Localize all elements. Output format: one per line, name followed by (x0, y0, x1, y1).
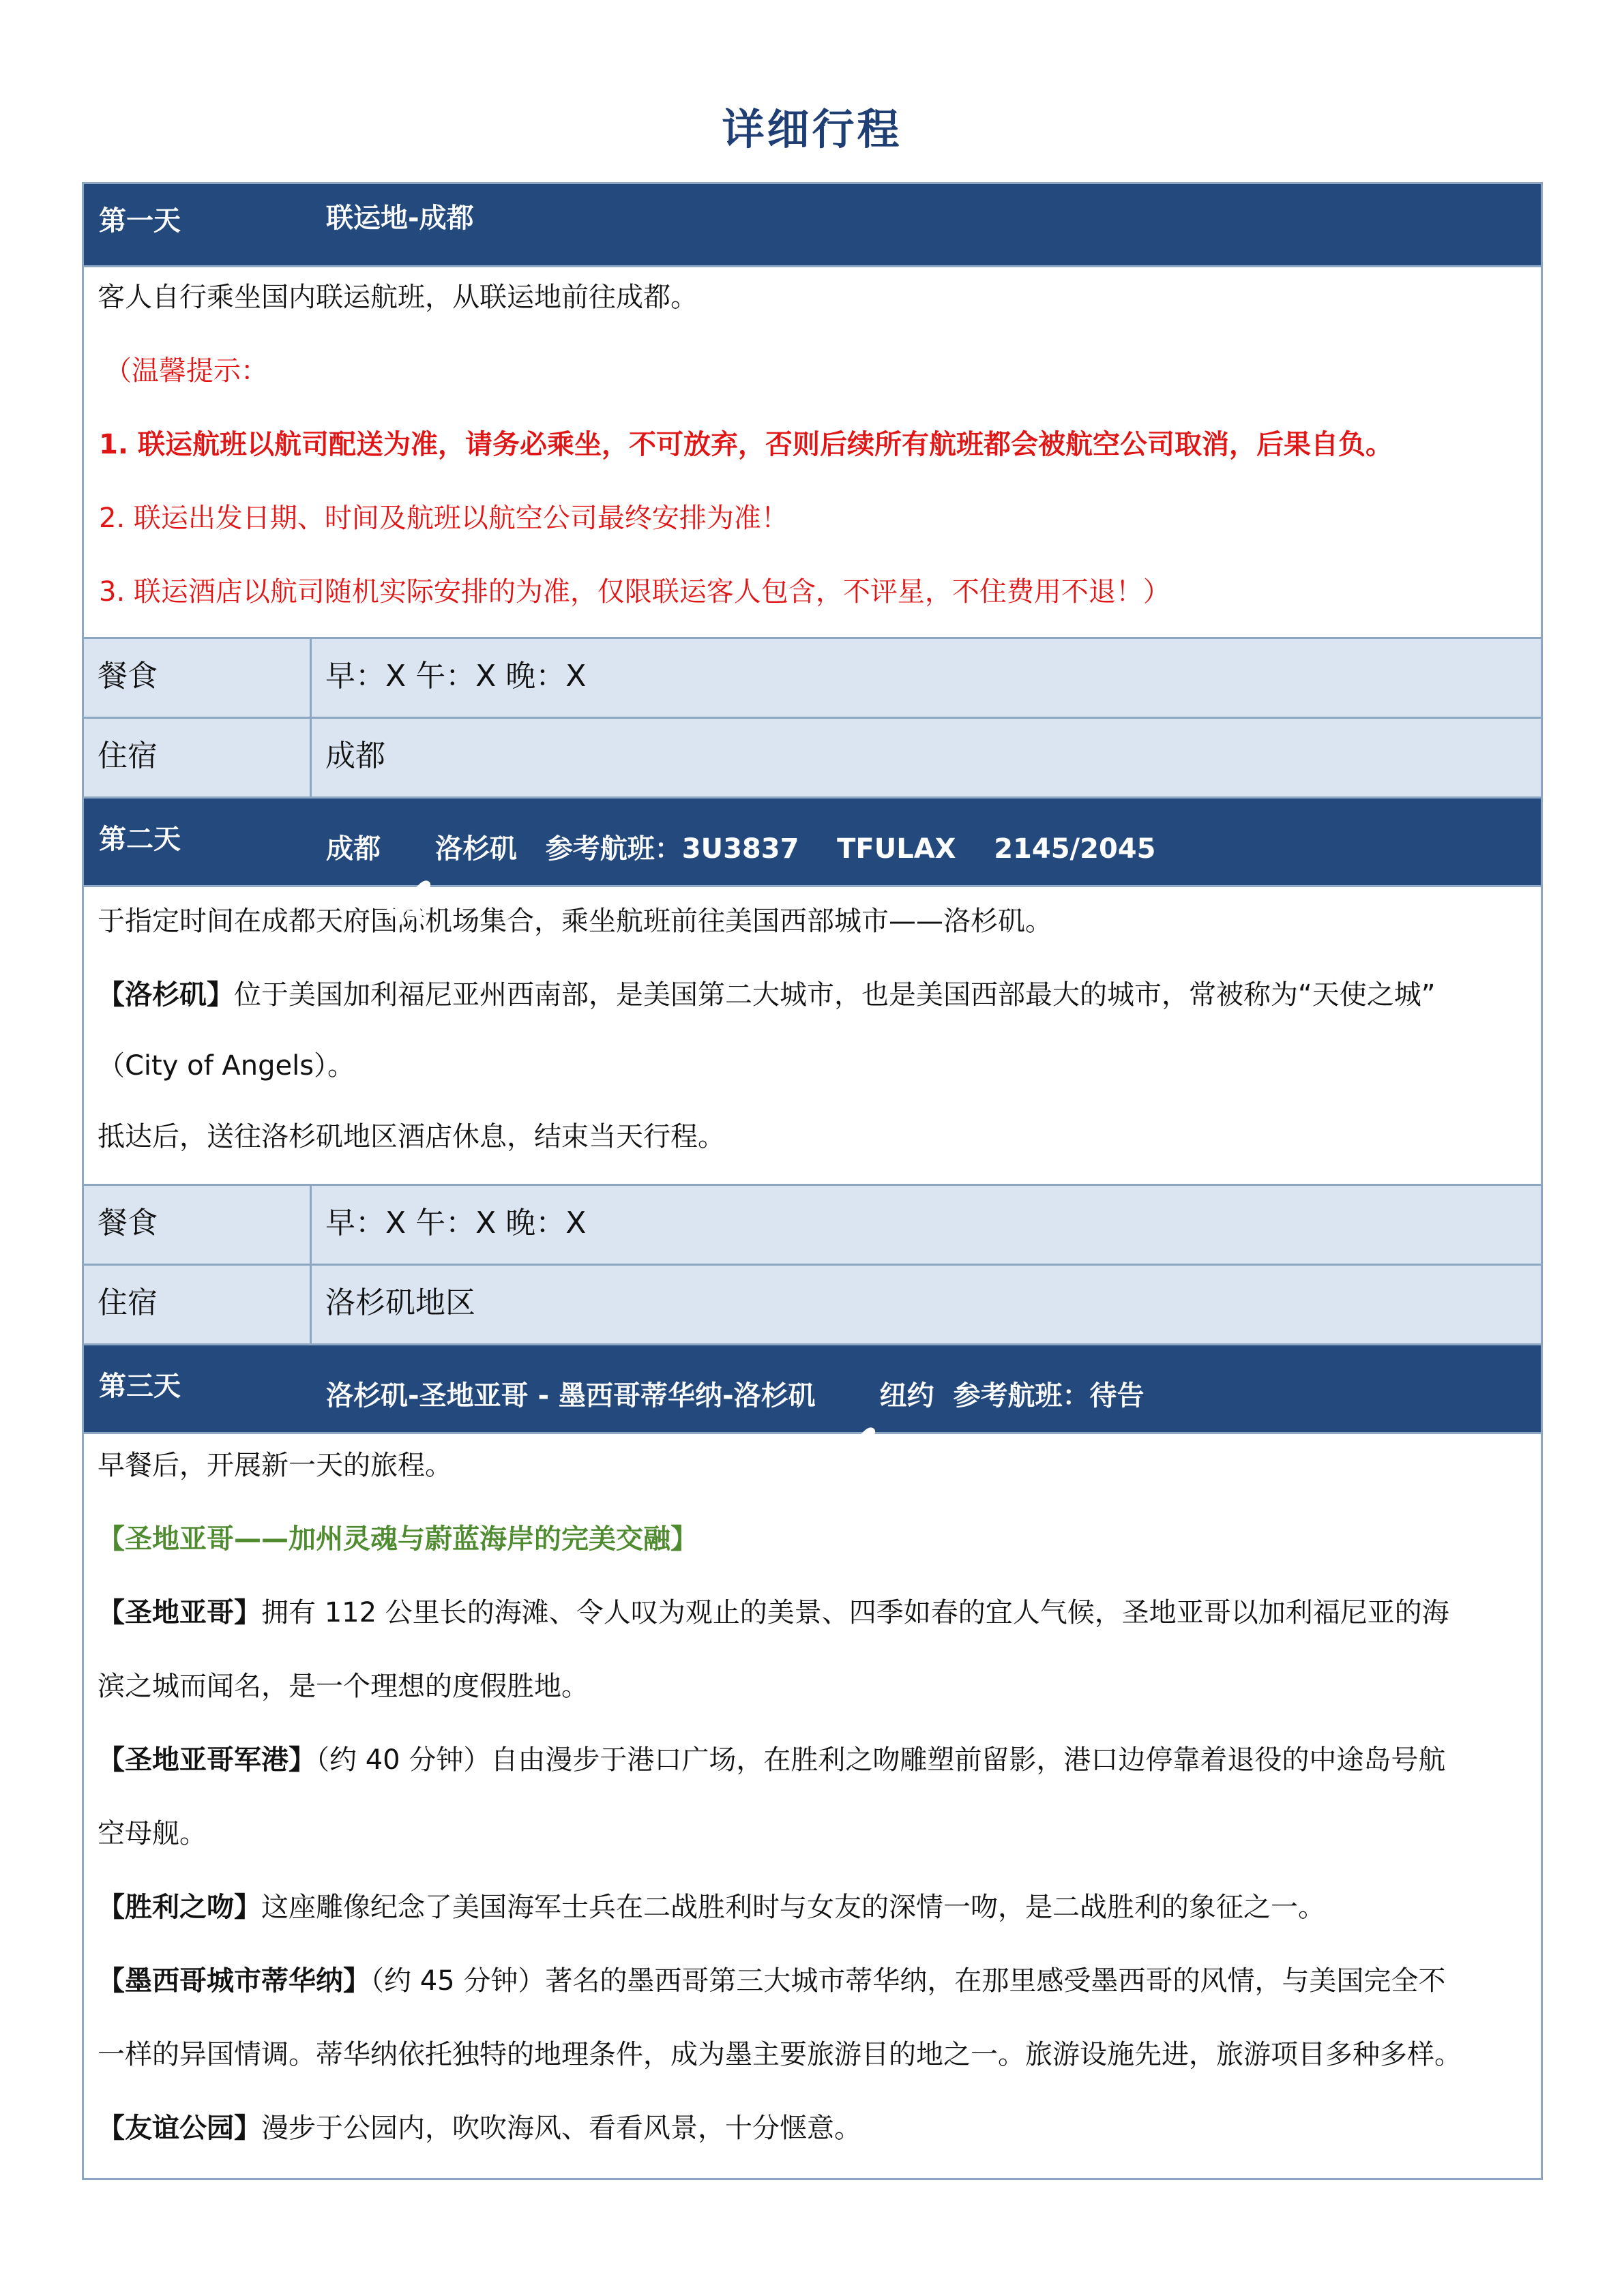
content-line: （City of Angels）。 (98, 1050, 355, 1082)
content-line (98, 1959, 1527, 2033)
stay-row (84, 719, 1541, 799)
highlight-text: 这座雕像纪念了美国海军士兵在二战胜利时与女友的深情一吻，是二战胜利的象征之一。 (261, 1892, 1325, 1923)
airplane-icon (382, 814, 434, 866)
content-line (98, 1591, 1527, 1665)
day-header-1 (84, 184, 1541, 267)
content-line (98, 1738, 1527, 1812)
route-text: 洛杉矶 参考航班：3U3837 TFULAX 2145/2045 (435, 833, 1156, 865)
content-line (98, 973, 1527, 1044)
meals-value: 早：X 午：X 晚：X (325, 1206, 587, 1240)
meals-label: 餐食 (84, 639, 312, 717)
content-line: 于指定时间在成都天府国际机场集合，乘坐航班前往美国西部城市——洛杉矶。 (98, 906, 1052, 937)
highlight-text: 位于美国加利福尼亚州西南部，是美国第二大城市，也是美国西部最大的城市，常被称为“天使之城” (234, 979, 1436, 1011)
content-line: 抵达后，送往洛杉矶地区酒店休息，结束当天行程。 (98, 1121, 725, 1152)
day-header-3 (84, 1345, 1541, 1434)
meals-value: 早：X 午：X 晚：X (325, 659, 587, 694)
tip-header: （温馨提示： (104, 355, 268, 387)
meals-label: 餐食 (84, 1186, 312, 1264)
day-content-1 (84, 267, 1541, 639)
day-label: 第二天 (99, 824, 181, 855)
stay-label: 住宿 (84, 719, 312, 796)
highlight-label: 【圣地亚哥】 (98, 1597, 261, 1628)
day-label: 第三天 (99, 1371, 181, 1402)
route-text: 成都 (326, 833, 381, 865)
content-line: 客人自行乘坐国内联运航班，从联运地前往成都。 (98, 282, 698, 313)
route-text: 洛杉矶-圣地亚哥 - 墨西哥蒂华纳-洛杉矶 (326, 1380, 825, 1412)
highlight-text: （约 45 分钟）著名的墨西哥第三大城市蒂华纳，在那里感受墨西哥的风情，与美国完全不 (370, 1965, 1446, 1997)
content-line: 滨之城而闻名，是一个理想的度假胜地。 (98, 1671, 589, 1702)
section-subtitle: 【圣地亚哥——加州灵魂与蔚蓝海岸的完美交融】 (98, 1523, 698, 1555)
tip-line: 2. 联运出发日期、时间及航班以航空公司最终安排为准！ (99, 503, 788, 534)
meals-row (84, 1186, 1541, 1266)
day-route (326, 814, 1155, 866)
stay-label: 住宿 (84, 1266, 312, 1343)
day-header-2 (84, 799, 1541, 887)
highlight-text: （约 40 分钟）自由漫步于港口广场，在胜利之吻雕塑前留影，港口边停靠着退役的中途岛号航 (316, 1744, 1446, 1776)
tip-line: 1. 联运航班以航司配送为准，请务必乘坐，不可放弃，否则后续所有航班都会被航空公司取消，后果自负。 (99, 429, 1393, 460)
tip-line: 3. 联运酒店以航司随机实际安排的为准，仅限联运客人包含，不评星，不住费用不退！） (99, 576, 1170, 608)
stay-value: 成都 (325, 739, 385, 773)
day-content-3 (84, 1434, 1541, 2180)
highlight-label: 【墨西哥城市蒂华纳】 (98, 1965, 370, 1997)
stay-row (84, 1266, 1541, 1345)
content-line: 一样的异国情调。蒂华纳依托独特的地理条件，成为墨主要旅游目的地之一。旅游设施先进，旅游项目多种多样。 (98, 2039, 1462, 2070)
content-line (98, 1885, 1527, 1959)
content-line (98, 2106, 1527, 2180)
itinerary-table (82, 182, 1543, 2180)
day-route (326, 196, 474, 235)
highlight-text: 拥有 112 公里长的海滩、令人叹为观止的美景、四季如春的宜人气候，圣地亚哥以加利福尼亚的海 (261, 1597, 1449, 1628)
day-route (326, 1361, 1144, 1413)
airplane-icon (827, 1361, 879, 1413)
highlight-label: 【友谊公园】 (98, 2113, 261, 2144)
highlight-label: 【圣地亚哥军港】 (98, 1744, 316, 1776)
stay-value: 洛杉矶地区 (325, 1285, 475, 1320)
meals-row (84, 639, 1541, 719)
content-line: 空母舰。 (98, 1818, 207, 1849)
highlight-text: 漫步于公园内，吹吹海风、看看风景，十分惬意。 (261, 2113, 861, 2144)
highlight-label: 【胜利之吻】 (98, 1892, 261, 1923)
route-text: 联运地-成都 (326, 203, 474, 234)
content-line: 早餐后，开展新一天的旅程。 (98, 1450, 452, 1481)
route-text: 纽约 参考航班：待告 (879, 1380, 1145, 1412)
highlight-label: 【洛杉矶】 (98, 979, 234, 1011)
day-content-2 (84, 887, 1541, 1186)
day-label: 第一天 (99, 205, 181, 237)
page-title: 详细行程 (722, 104, 902, 154)
